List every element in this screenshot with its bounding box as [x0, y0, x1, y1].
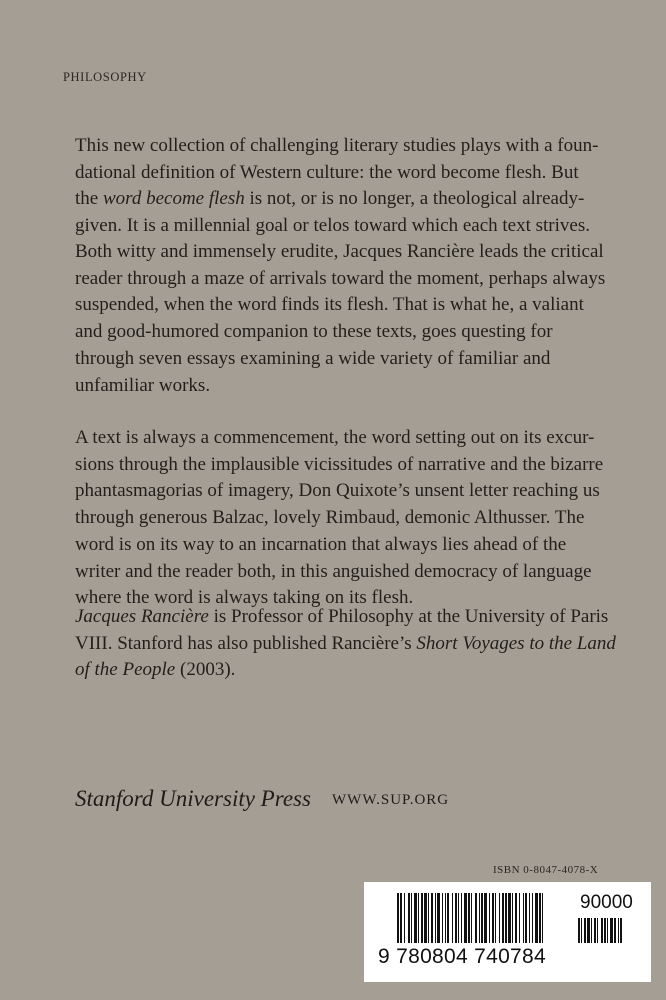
barcode-bar — [591, 918, 592, 943]
publisher-url: WWW.SUP.ORG — [332, 792, 450, 808]
category-label: PHILOSOPHY — [63, 70, 147, 84]
barcode-bar — [505, 893, 507, 943]
barcode-bar — [421, 893, 423, 943]
barcode-bar — [508, 893, 511, 943]
author-name: Jacques Rancière — [75, 606, 209, 627]
text-fragment: is not, or is no longer, a theological already- — [244, 188, 585, 210]
barcode-bar — [535, 893, 538, 943]
text-line: where the word is always taking on its flesh. — [75, 587, 414, 609]
barcode-bar — [578, 918, 580, 943]
price-code: 90000 — [580, 892, 633, 913]
barcode-bar — [431, 893, 433, 943]
barcode-bar — [471, 893, 472, 943]
barcode-bar — [475, 893, 477, 943]
barcode-bar — [464, 893, 467, 943]
barcode-bar — [597, 918, 598, 943]
publisher-name: Stanford University Press — [75, 786, 311, 811]
barcode-bar — [529, 893, 530, 943]
barcode-bar — [461, 893, 462, 943]
barcode-bar — [614, 918, 616, 943]
barcode-bar — [400, 893, 402, 943]
barcode-bar — [428, 893, 429, 943]
book-title: of the People — [75, 659, 176, 681]
barcode-bar — [542, 893, 543, 943]
text-line: through seven essays examining a wide variety of familiar and — [75, 347, 551, 369]
barcode-bar — [458, 893, 459, 943]
text-fragment: the — [75, 188, 103, 210]
isbn-label: ISBN 0-8047-4078-X — [493, 864, 599, 876]
text-line: writer and the reader both, in this anguished democracy of language — [75, 560, 592, 582]
barcode-bar — [610, 918, 613, 943]
barcode-bar — [525, 893, 527, 943]
text-line: A text is always a commencement, the word setting out on its excur- — [75, 427, 595, 448]
text-line: through generous Balzac, lovely Rimbaud, demonic Althusser. The — [75, 507, 585, 529]
barcode-bar — [519, 893, 520, 943]
ean-digits: 9 780804 740784 — [378, 945, 546, 968]
barcode-bar — [532, 893, 533, 943]
barcode-bar — [479, 893, 480, 943]
author-bio-paragraph — [75, 604, 620, 684]
barcode-bar — [424, 893, 427, 943]
text-fragment: is Professor of Philosophy at the University of Paris — [208, 606, 609, 627]
text-line: This new collection of challenging literary studies plays with a foun- — [75, 135, 599, 156]
description-paragraph-1 — [75, 133, 620, 240]
text-line: Both witty and immensely erudite, Jacques Rancière leads the critical — [75, 241, 604, 262]
barcode-bar — [594, 918, 596, 943]
barcode-bar — [455, 893, 457, 943]
barcode-bar — [495, 893, 496, 943]
barcode-bar — [447, 893, 449, 943]
barcode-bar — [607, 918, 608, 943]
text-fragment: (2003). — [175, 659, 236, 681]
barcode-bar — [512, 893, 513, 943]
text-line: and good-humored companion to these texts, goes questing for — [75, 321, 553, 343]
text-line — [75, 631, 620, 658]
book-title: Short Voyages to the Land — [416, 632, 616, 654]
barcode-bar — [489, 893, 490, 943]
text-line — [75, 186, 620, 213]
barcode-bar — [484, 893, 487, 943]
text-line: phantasmagorias of imagery, Don Quixote’s unsent letter reaching us — [75, 480, 600, 502]
barcode-bar — [411, 893, 412, 943]
barcode-bar — [414, 893, 417, 943]
text-line: given. It is a millennial goal or telos toward which each text strives. — [75, 215, 590, 237]
text-line: word is on its way to an incarnation that always lies ahead of the — [75, 533, 567, 555]
barcode-bar — [468, 893, 470, 943]
text-line: reader through a maze of arrivals toward the moment, perhaps always — [75, 267, 606, 289]
barcode-bar — [502, 893, 504, 943]
barcode-bar — [539, 893, 541, 943]
barcode-bar — [452, 893, 453, 943]
text-line — [75, 604, 620, 631]
barcode-bar — [523, 893, 524, 943]
barcode-bar — [397, 893, 399, 943]
barcode-bar — [587, 918, 590, 943]
barcode-bar — [581, 918, 582, 943]
barcode-bar — [481, 893, 483, 943]
barcode-bar — [604, 918, 606, 943]
barcode-bar — [418, 893, 419, 943]
text-fragment: VIII. Stanford has also published Rancière’s — [75, 632, 417, 654]
barcode-bar — [601, 918, 603, 943]
barcode-bar — [445, 893, 446, 943]
barcode-panel — [364, 882, 651, 982]
barcode-bar — [435, 893, 436, 943]
text-line: suspended, when the word finds its flesh. That is what he, a valiant — [75, 294, 584, 316]
barcode-bar — [437, 893, 440, 943]
barcode-bar — [618, 918, 619, 943]
description-paragraph-2 — [75, 239, 620, 399]
barcode-bar — [584, 918, 586, 943]
description-paragraph-3 — [75, 425, 620, 612]
barcode-bar — [404, 893, 405, 943]
italic-phrase: word become flesh — [102, 188, 245, 210]
text-line — [75, 657, 620, 684]
barcode-bar — [408, 893, 410, 943]
barcode-bar — [620, 918, 622, 943]
text-line: dational definition of Western culture: the word become flesh. But — [75, 161, 579, 183]
barcode-bar — [515, 893, 517, 943]
barcode-bar — [492, 893, 494, 943]
text-line: sions through the implausible vicissitudes of narrative and the bizarre — [75, 453, 604, 475]
barcode-bar — [499, 893, 500, 943]
barcode-bar — [442, 893, 443, 943]
text-line: unfamiliar works. — [75, 374, 211, 396]
